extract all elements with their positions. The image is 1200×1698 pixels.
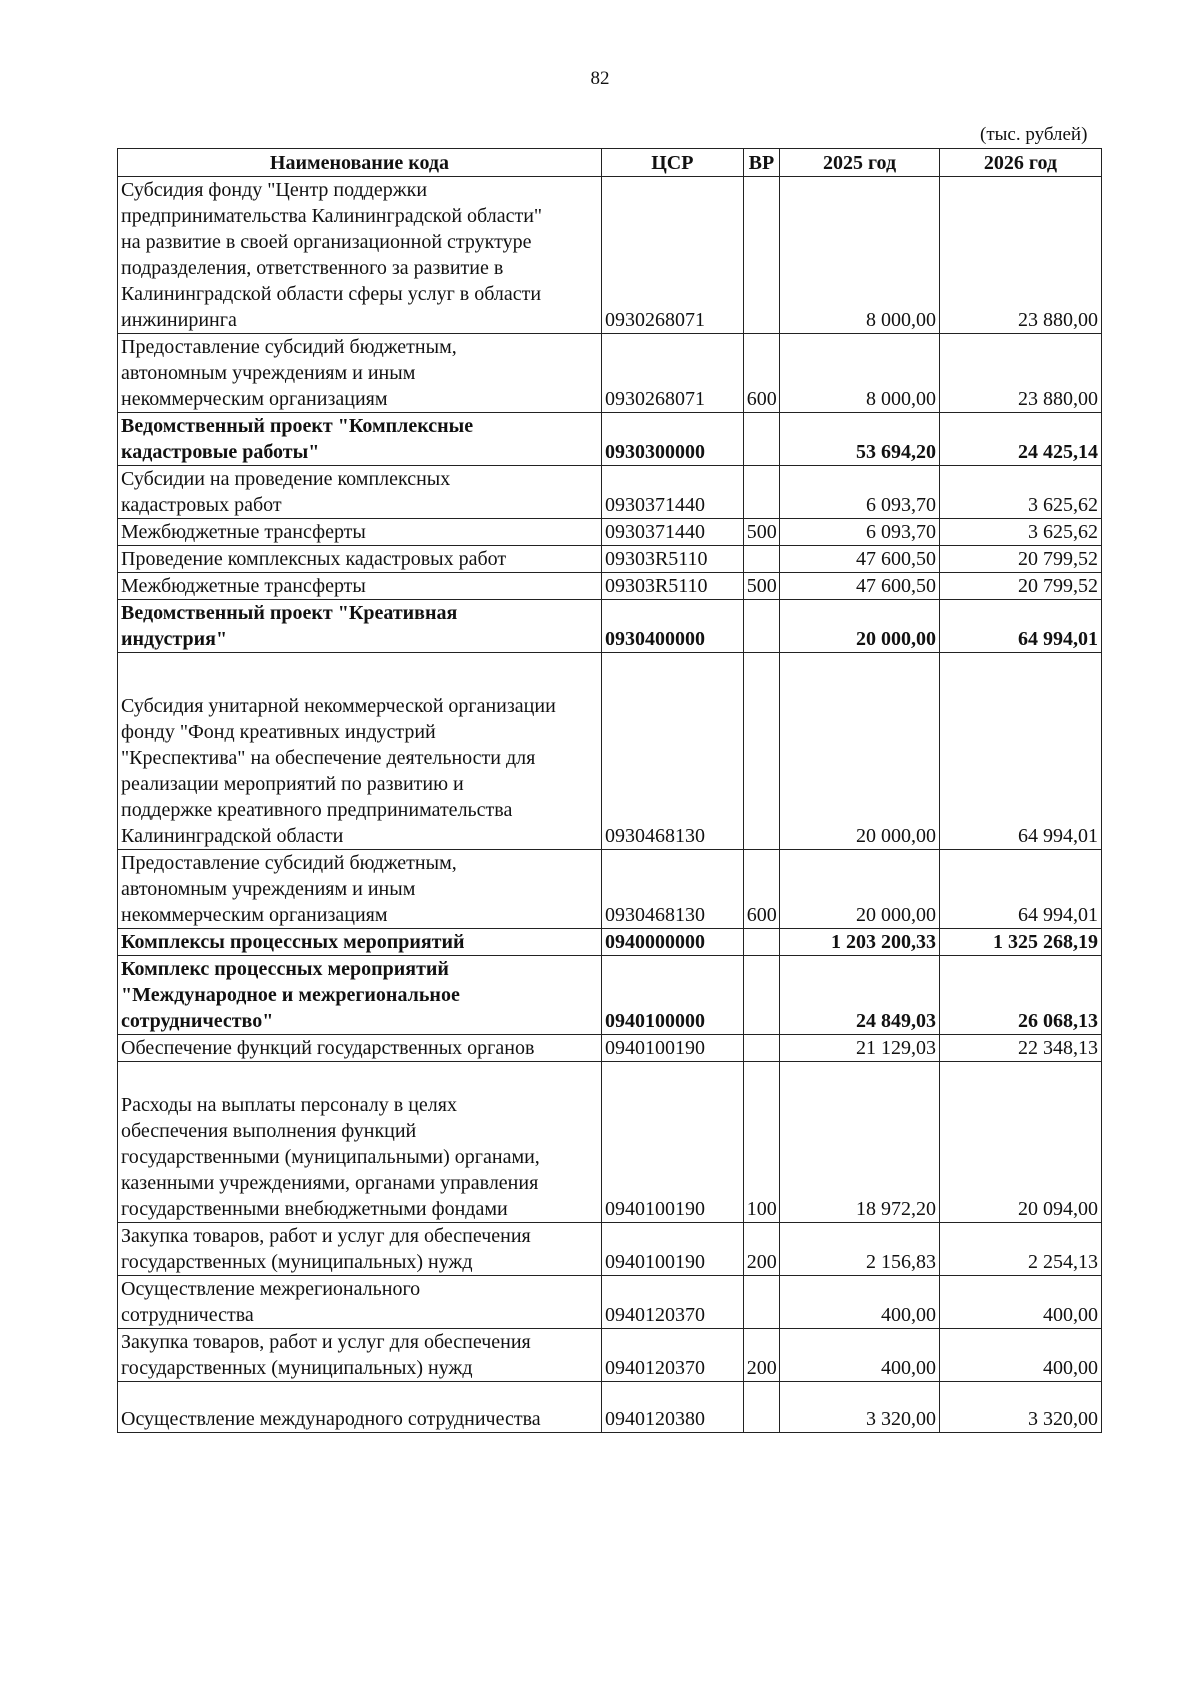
row-name: Субсидия унитарной некоммерческой организации фонду "Фонд креативных индустрий "Креспектива" на обеспечение деятельности для реализации мероприятий по развитию и поддержке креативного предпринимательства Калининградской области <box>118 653 602 850</box>
row-csr: 0940120370 <box>601 1329 743 1382</box>
table-row <box>118 334 1102 413</box>
row-2025: 20 000,00 <box>780 600 940 653</box>
row-name: Осуществление межрегионального сотрудничества <box>118 1276 602 1329</box>
row-csr: 0930300000 <box>601 413 743 466</box>
row-2025: 53 694,20 <box>780 413 940 466</box>
row-2026: 3 625,62 <box>939 466 1101 519</box>
row-vr <box>743 466 779 519</box>
table-row <box>118 929 1102 956</box>
header-vr: ВР <box>743 149 779 177</box>
row-csr: 0930371440 <box>601 466 743 519</box>
row-vr <box>743 1276 779 1329</box>
row-2025: 47 600,50 <box>780 573 940 600</box>
row-2025: 3 320,00 <box>780 1382 940 1433</box>
row-csr: 0940100190 <box>601 1035 743 1062</box>
table-row <box>118 413 1102 466</box>
row-2026: 23 880,00 <box>939 334 1101 413</box>
table-row <box>118 573 1102 600</box>
row-2026: 24 425,14 <box>939 413 1101 466</box>
row-2026: 3 625,62 <box>939 519 1101 546</box>
row-2025: 20 000,00 <box>780 850 940 929</box>
row-csr: 0940100000 <box>601 956 743 1035</box>
row-2026: 20 799,52 <box>939 573 1101 600</box>
row-2025: 18 972,20 <box>780 1062 940 1223</box>
row-2026: 26 068,13 <box>939 956 1101 1035</box>
row-vr <box>743 546 779 573</box>
row-csr: 0930468130 <box>601 653 743 850</box>
row-name: Проведение комплексных кадастровых работ <box>118 546 602 573</box>
row-csr: 0940000000 <box>601 929 743 956</box>
budget-table <box>117 148 1102 1433</box>
row-name: Субсидия фонду "Центр поддержки предпринимательства Калининградской области" на развитие в своей организационной структуре подразделения, ответственного за развитие в Калининградской области сферы услуг в области инжиниринга <box>118 177 602 334</box>
row-csr: 0930371440 <box>601 519 743 546</box>
row-vr <box>743 177 779 334</box>
row-name: Комплекс процессных мероприятий "Международное и межрегиональное сотрудничество" <box>118 956 602 1035</box>
table-row <box>118 1223 1102 1276</box>
table-row <box>118 850 1102 929</box>
header-2025: 2025 год <box>780 149 940 177</box>
row-vr <box>743 600 779 653</box>
table-row <box>118 1062 1102 1223</box>
row-name: Предоставление субсидий бюджетным, автономным учреждениям и иным некоммерческим организациям <box>118 334 602 413</box>
row-2026: 3 320,00 <box>939 1382 1101 1433</box>
row-vr: 100 <box>743 1062 779 1223</box>
row-vr <box>743 929 779 956</box>
row-2025: 8 000,00 <box>780 177 940 334</box>
row-name: Межбюджетные трансферты <box>118 519 602 546</box>
row-2025: 20 000,00 <box>780 653 940 850</box>
row-csr: 09303R5110 <box>601 573 743 600</box>
row-2025: 8 000,00 <box>780 334 940 413</box>
row-2026: 2 254,13 <box>939 1223 1101 1276</box>
row-2025: 24 849,03 <box>780 956 940 1035</box>
table-header <box>118 149 1102 177</box>
row-2025: 400,00 <box>780 1276 940 1329</box>
row-2026: 23 880,00 <box>939 177 1101 334</box>
row-name: Предоставление субсидий бюджетным, автономным учреждениям и иным некоммерческим организациям <box>118 850 602 929</box>
row-vr: 500 <box>743 573 779 600</box>
row-2025: 21 129,03 <box>780 1035 940 1062</box>
row-2026: 22 348,13 <box>939 1035 1101 1062</box>
row-vr <box>743 1382 779 1433</box>
row-2025: 6 093,70 <box>780 466 940 519</box>
row-csr: 09303R5110 <box>601 546 743 573</box>
row-vr: 600 <box>743 850 779 929</box>
row-vr <box>743 653 779 850</box>
row-2026: 64 994,01 <box>939 600 1101 653</box>
row-vr: 500 <box>743 519 779 546</box>
row-2026: 20 799,52 <box>939 546 1101 573</box>
row-2026: 64 994,01 <box>939 653 1101 850</box>
table-row <box>118 1382 1102 1433</box>
row-csr: 0940120380 <box>601 1382 743 1433</box>
row-name: Ведомственный проект "Комплексные кадастровые работы" <box>118 413 602 466</box>
header-row <box>118 149 1102 177</box>
row-vr: 200 <box>743 1329 779 1382</box>
table-row <box>118 1276 1102 1329</box>
units-label: (тыс. рублей) <box>980 124 1088 145</box>
row-name: Расходы на выплаты персоналу в целях обеспечения выполнения функций государственными (муниципальными) органами, казенными учреждениями, органами управления государственными внебюджетными фондами <box>118 1062 602 1223</box>
row-csr: 0930400000 <box>601 600 743 653</box>
row-csr: 0940120370 <box>601 1276 743 1329</box>
row-2025: 6 093,70 <box>780 519 940 546</box>
row-vr <box>743 413 779 466</box>
table-row <box>118 466 1102 519</box>
row-name: Ведомственный проект "Креативная индустрия" <box>118 600 602 653</box>
row-vr: 600 <box>743 334 779 413</box>
row-name: Осуществление международного сотрудничества <box>118 1382 602 1433</box>
row-csr: 0940100190 <box>601 1223 743 1276</box>
page-number: 82 <box>590 68 610 89</box>
row-name: Закупка товаров, работ и услуг для обеспечения государственных (муниципальных) нужд <box>118 1329 602 1382</box>
row-csr: 0930268071 <box>601 334 743 413</box>
row-name: Межбюджетные трансферты <box>118 573 602 600</box>
row-2026: 20 094,00 <box>939 1062 1101 1223</box>
row-name: Комплексы процессных мероприятий <box>118 929 602 956</box>
row-csr: 0930268071 <box>601 177 743 334</box>
table-row <box>118 546 1102 573</box>
row-vr <box>743 956 779 1035</box>
header-name: Наименование кода <box>118 149 602 177</box>
row-name: Субсидии на проведение комплексных кадастровых работ <box>118 466 602 519</box>
row-vr: 200 <box>743 1223 779 1276</box>
header-csr: ЦСР <box>601 149 743 177</box>
row-2025: 1 203 200,33 <box>780 929 940 956</box>
table-row <box>118 1035 1102 1062</box>
table-body <box>118 177 1102 1433</box>
row-2026: 400,00 <box>939 1276 1101 1329</box>
table-row <box>118 600 1102 653</box>
row-2026: 64 994,01 <box>939 850 1101 929</box>
table-row <box>118 1329 1102 1382</box>
row-2025: 2 156,83 <box>780 1223 940 1276</box>
row-2026: 400,00 <box>939 1329 1101 1382</box>
table-row <box>118 177 1102 334</box>
table-row <box>118 519 1102 546</box>
row-2026: 1 325 268,19 <box>939 929 1101 956</box>
row-csr: 0940100190 <box>601 1062 743 1223</box>
row-name: Обеспечение функций государственных органов <box>118 1035 602 1062</box>
table-row <box>118 956 1102 1035</box>
header-2026: 2026 год <box>939 149 1101 177</box>
table-row <box>118 653 1102 850</box>
row-2025: 400,00 <box>780 1329 940 1382</box>
row-name: Закупка товаров, работ и услуг для обеспечения государственных (муниципальных) нужд <box>118 1223 602 1276</box>
row-vr <box>743 1035 779 1062</box>
row-2025: 47 600,50 <box>780 546 940 573</box>
row-csr: 0930468130 <box>601 850 743 929</box>
